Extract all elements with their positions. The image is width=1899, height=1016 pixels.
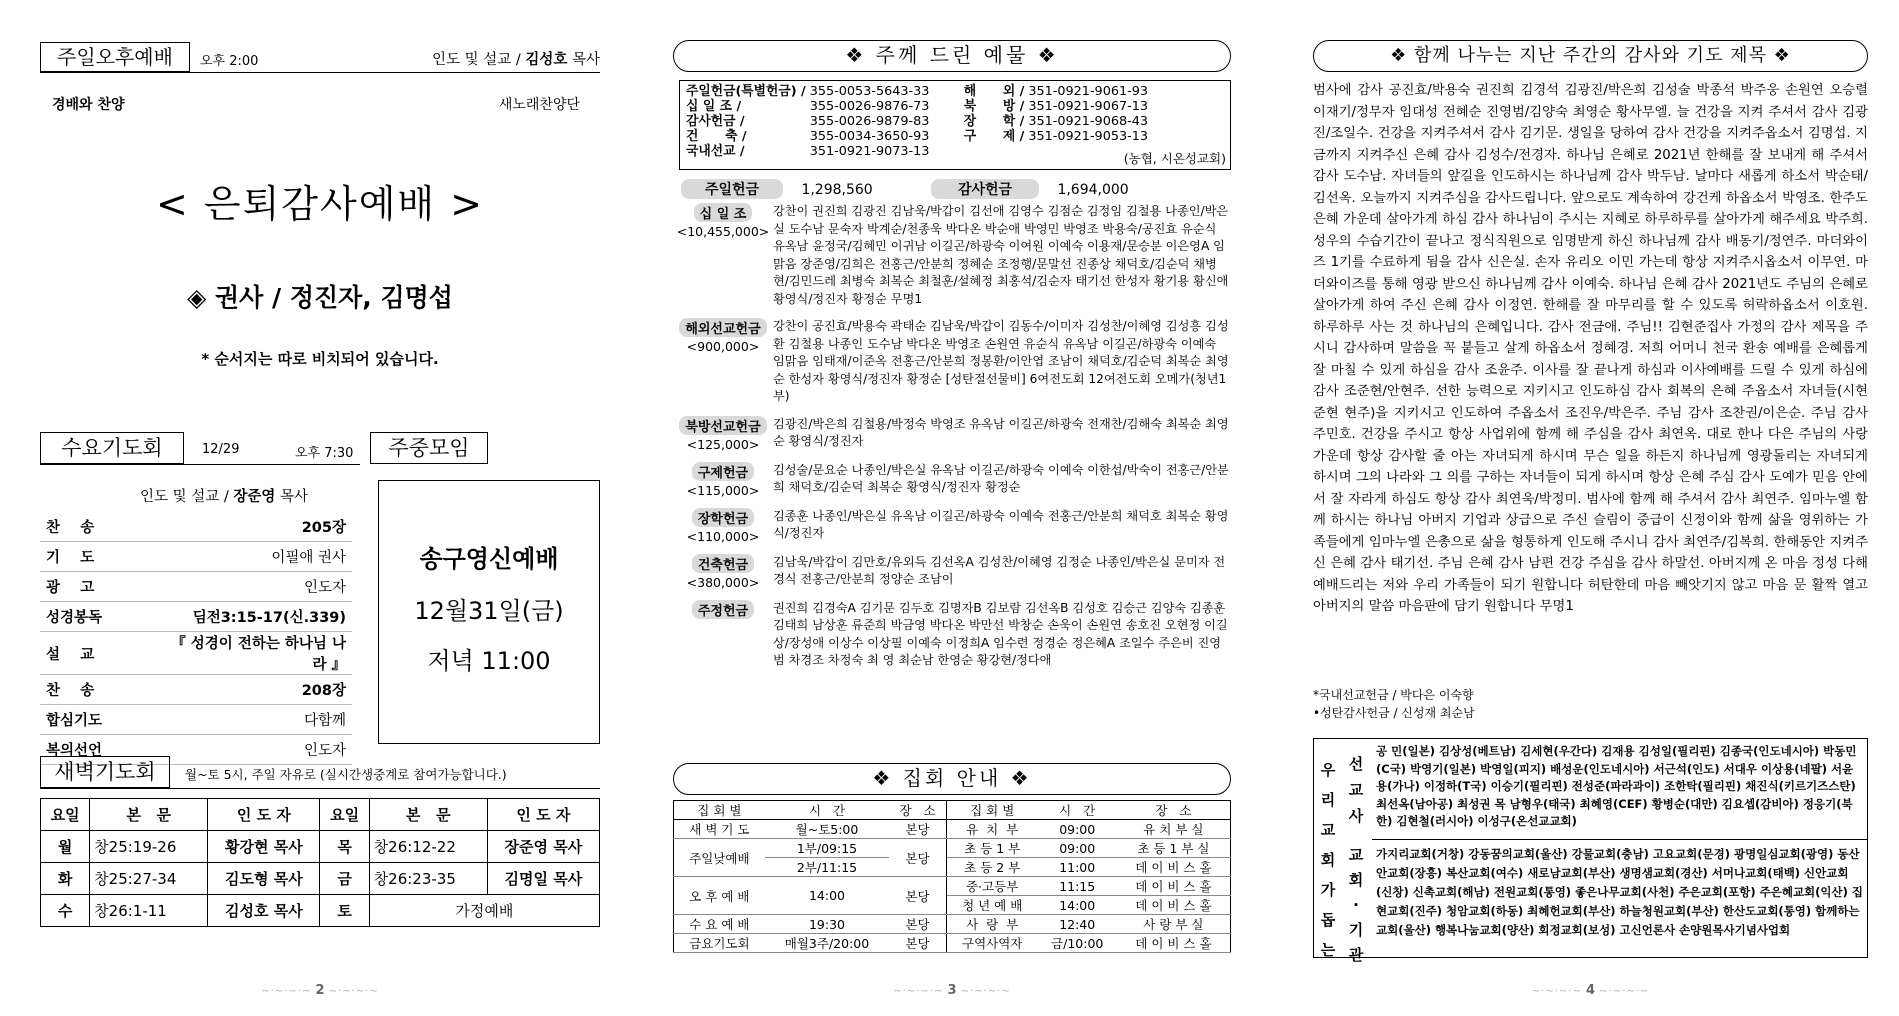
account-no: 355-0053-5643-33: [809, 84, 930, 99]
account-no: 351-0921-9067-13: [1028, 99, 1149, 114]
meeting-cell: 본당: [889, 915, 946, 934]
meeting-cell: 2부/11:15: [765, 858, 889, 877]
missionary-list: 공 민(일본) 김상성(베트남) 김세현(우간다) 김재용 김성일(필리핀) 김종국(인도네시아) 박동민(C국) 박영기(일본) 박영일(피지) 배성운(인도네시아) 서근석(인도) 서대우 이상용(네팔) 서윤용(가나) 이정하(T국) 이승기(필리핀) 전성준(파라과이) 조한탁(필리핀) 채진식(키르기즈스탄) 최선옥(남아공) 최성권 목 남형우(태국) 최혜영(CEF) 황병순(대만) 김요셉(감비아) 정응기(북한) 김현철(러시아) 이성구(온선교교회): [1376, 744, 1857, 828]
account-row: [684, 129, 1150, 144]
meeting-cell: 19:30: [765, 915, 889, 934]
wednesday-time: 오후 7:30: [295, 446, 354, 461]
meeting-cell: 금요기도회: [674, 934, 765, 953]
dawn-header: 본 문: [369, 799, 487, 831]
account-no: 351-0921-9053-13: [1028, 129, 1149, 144]
order-value: 208장: [301, 683, 346, 699]
order-key: 찬 송: [46, 520, 95, 536]
meeting-cell: 1부/09:15: [765, 839, 889, 858]
order-key: 합심기도: [46, 713, 103, 729]
offering-sum: <125,000>: [686, 436, 760, 452]
account-name: 구 제 /: [963, 129, 1025, 144]
wednesday-order-row: [40, 675, 352, 705]
order-key: 찬 송: [46, 683, 95, 699]
dawn-header: 요일: [320, 799, 369, 831]
order-value: 이필애 권사: [271, 550, 346, 566]
offering-title: ❖ 주께 드린 예물 ❖: [673, 40, 1231, 72]
offering-name: 주정헌금: [692, 600, 754, 619]
weekly-date: 12월31일(금): [414, 597, 564, 625]
dawn-cell: 창26:12-22: [369, 831, 487, 863]
wednesday-order-row: [40, 602, 352, 632]
order-key: 광 고: [46, 580, 95, 596]
order-value: 다함께: [303, 713, 346, 729]
order-value: 딤전3:15-17(신.339): [192, 610, 346, 626]
church-list: 가지리교회(거창) 강동꿈의교회(울산) 강물교회(충남) 고요교회(문경) 광명일심교회(광영) 동산안교회(장흥) 복산교회(여수) 새로남교회(부산) 생명샘교회(경산) 서머나교회(태백) 신안교회(신창) 신촉교회(해남) 전원교회(통영) 좋은나무교회(사천) 주은교회(포항) 주은혜교회(익산) 집현교회(진주) 청암교회(하동) 최혜헌교회(부산) 하늘청원교회(부산) 한산도교회(통영) 함께하는교회(울산) 행복나눔교회(양산) 회정교회(보성) 고신언론사 손양원목사기념사업회: [1376, 847, 1864, 937]
dawn-cell: 창25:19-26: [90, 831, 208, 863]
dawn-cell: 창26:23-35: [369, 863, 487, 895]
offering-row: [673, 462, 1231, 498]
support-label: 우리교회가 돕는: [1320, 761, 1336, 959]
account-no: 355-0034-3650-93: [809, 129, 930, 144]
meeting-cell: 중·고등부: [946, 877, 1037, 896]
prayer-body: 범사에 감사 공진효/박용숙 권진희 김경석 김광진/박은희 김성술 박종석 박주웅 손원연 오승렬 이재기/정무자 임대성 전혜순 진영범/김양숙 최영순 황사무엘. 늘 건강을 지켜 주셔서 감사 김광진/조일수. 건강을 지켜주셔서 감사 김기문. 생일을 당하여 감사 건강을 지켜주옵소서 김명섭. 지금까지 지켜주신 은혜 감사 김성수/전경자. 하나님 은혜로 2021년 한해를 잘 보내게 해 주셔서 감사 도수남. 자녀들의 앞길을 인도하시는 하나님께 감사 박두남. 날마다 새롭게 하소서 박순태/김선옥. 오늘까지 지켜주심을 감사드립니다. 앞으로도 계속하여 강건케 하옵소서 박영조. 한주도 은혜 가운데 살아가게 하심 감사 하나님이 주시는 지혜로 하루하루를 살아가게 해주세요 박주희. 성우의 수습기간이 끝나고 정식직원으로 임명받게 하신 하나님께 감사 배동기/정연주. 마더와이즈 1기를 수료하게 됨을 감사 신은실. 손자 유리오 이민 가는데 항상 지켜주시옵소서 이무연. 마더와이즈를 통해 영광 받으신 하나님께 감사 이예숙. 하나님 은혜 감사 2021년도 주님의 은혜로 살아가게 하여 주신 은혜 감사 이정연. 한해를 잘 마무리를 할 수 있도록 허락하옵소서 이호원. 하루하루 사는 것 하나님의 은혜입니다. 감사 전금애. 주님!! 김현준집사 가정의 감사 제목을 주시니 감사하며 말씀을 꼭 붙들고 살게 하옵소서 정혜경. 저희 어머니 천국 환송 예배를 은혜롭게 잘 마칠 수 있게 하심을 감사 조윤주. 이사를 잘 끝나게 하심과 이사예배를 드릴 수 있게 하심에 감사 조준현/안현주. 선한 능력으로 지키시고 인도하심 감사 회복의 은혜 주옵소서 자녀들(시현 준현 현주)을 지키시고 인도하여 주옵소서 조진우/박은주. 주님 감사 조찬권/이은순. 주님 감사 주민호. 건강을 주시고 항상 사업위에 함께 해 주심을 감사 최연옥. 대로 한나 다은 주님의 사랑 가운데 항상 감사할 줄 아는 자녀되게 하시며 무슨 일을 하든지 하나님께 영광돌리는 자녀되게 하시며 그의 나라와 그 의를 구하는 자녀들이 되게 하시며 항상 은혜 주심 감사 도예가 믿음 안에서 잘 자라게 하심도 항상 감사 최연욱/박정미. 범사에 함께 해 주셔서 감사 최연주. 임마누엘 함께 하시는 하나님 아버지 기업과 상급으로 주신 슬림이 중급이 신정이와 함께 삶을 영위하는 가족들에게 임마누엘 은총으로 삶을 형통하게 인도해 주시니 감사 최연주/김복희. 한해동안 지켜주신 은혜 감사 태기선. 주님 은혜 감사 남편 건강 주심을 감사 하말선. 아버지께 온 마음 정성 다해 예배드리는 저와 우리 가족들이 되기 원합니다 허탄한데 마음 빼앗기지 않고 마음 문 활짝 열고 아버지의 말씀 마음판에 담기 원합니다 무명1: [1313, 83, 1868, 614]
meeting-row: [674, 820, 1231, 839]
meeting-cell: 11:00: [1038, 858, 1117, 877]
wednesday-order-row: [40, 542, 352, 572]
account-no: 355-0026-9879-83: [809, 114, 930, 129]
order-note: * 순서지는 따로 비치되어 있습니다.: [201, 350, 439, 368]
dawn-table: [40, 798, 600, 927]
dawn-cell: 가정예배: [369, 895, 599, 927]
offering-label: [673, 416, 773, 452]
meeting-row: [674, 934, 1231, 953]
account-name: 십 일 조 /: [686, 99, 742, 114]
christmas-note: •성탄감사헌금 / 신성재 최순남: [1313, 706, 1475, 720]
order-value: 인도자: [303, 580, 346, 596]
account-name: 주일헌금(특별헌금) /: [686, 84, 806, 99]
meeting-cell: 유 치 부: [946, 820, 1037, 839]
sunday-offering: 주일헌금 1,298,560: [681, 179, 873, 199]
dawn-note: 월~토 5시, 주일 자유로 (실시간생중계로 참여가능합니다.): [185, 767, 507, 782]
offering-name: 구제헌금: [692, 462, 754, 481]
offering-sum: <110,000>: [686, 528, 760, 544]
page-2: [40, 0, 600, 1016]
order-key: 설 교: [46, 646, 95, 663]
offering-names: 김성술/문요순 나종인/박은실 유옥남 이길곤/하광숙 이예숙 이한섭/박숙이 전홍근/안분희 채덕호/김순덕 최복순 황영식/정진자 황정순: [773, 462, 1229, 494]
meeting-cell: 월~토5:00: [765, 820, 889, 839]
offering-label: [673, 462, 773, 498]
meeting-header: 시 간: [765, 801, 889, 820]
offering-names: 권진희 김경숙A 김기문 김두호 김명자B 김보람 김선옥B 김성호 김승근 김양숙 김종훈 김태희 남상훈 류준희 박금영 박다온 박만선 박창순 손욱이 손원연 송호진 오현정 이길상/장성애 이상수 이상필 이예숙 이정희A 임수련 정경순 정은혜A 조일수 주은비 진영범 차경조 차정숙 최 영 최순남 한영순 황강현/정다애: [773, 600, 1228, 667]
order-value: 인도자: [303, 743, 346, 759]
meeting-cell: 데 이 비 스 홀: [1117, 877, 1231, 896]
page-number-4: ~·~·~·~ 4 ~·~·~·~: [1531, 983, 1650, 998]
dawn-title: 새벽기도회: [40, 756, 170, 788]
dawn-row: [41, 895, 600, 927]
domestic-note: *국내선교헌금 / 박다은 이숙향: [1313, 688, 1474, 702]
dawn-cell: 장준영 목사: [487, 831, 599, 863]
offering-label: [673, 203, 773, 308]
meeting-cell: 데 이 비 스 홀: [1117, 934, 1231, 953]
page-4: [1313, 0, 1868, 1016]
meeting-row: [674, 877, 1231, 896]
meeting-cell: 데 이 비 스 홀: [1117, 858, 1231, 877]
bank-name: (농협, 시온성교회): [1123, 151, 1226, 166]
meeting-header: 시 간: [1038, 801, 1117, 820]
offering-row: [673, 508, 1231, 544]
offering-name: 장학헌금: [692, 508, 754, 527]
account-name: 국내선교 /: [686, 144, 745, 159]
meeting-cell: 청 년 예 배: [946, 896, 1037, 915]
offering-names: 김광진/박은희 김철용/박정숙 박영조 유옥남 이길곤/하광숙 전재찬/김해숙 최복순 최영순 황영식/정진자: [773, 416, 1229, 448]
meeting-cell: 14:00: [1038, 896, 1117, 915]
praise-label: 경배와 찬양: [52, 97, 125, 113]
meeting-cell: 수 요 예 배: [674, 915, 765, 934]
offering-name: 십 일 조: [694, 203, 753, 222]
offering-names: 강찬이 공진효/박용숙 곽태순 김남욱/박갑이 김동수/이미자 김성찬/이혜영 김성흥 김성환 김철용 나종인 도수남 박다온 박영조 손원연 유순식 유옥남 이길곤/하광숙 이예숙 임맑음 임태재/이준옥 전홍근/안분희 정봉환/이안엽 조남이 채덕호/김순덕 최복순 최영순 한성자 황영식/정진자 황정순 [성탄절선물비] 6여전도회 12여전도회 오메가(청년1부): [773, 319, 1229, 403]
order-key: 복의선언: [46, 743, 103, 759]
offering-sum: <900,000>: [686, 339, 760, 354]
page-3: [673, 0, 1231, 1016]
dawn-cell: 김명일 목사: [487, 863, 599, 895]
offering-label: [673, 318, 773, 406]
dawn-row: [41, 831, 600, 863]
missionary-label: 선교사: [1348, 755, 1364, 825]
page-number-2: ~·~·~·~ 2 ~·~·~·~: [261, 983, 379, 998]
wednesday-date: 12/29: [202, 442, 240, 457]
meeting-cell: 본당: [889, 820, 946, 839]
meeting-cell: 본당: [889, 877, 946, 915]
offering-sum: <115,000>: [686, 482, 760, 498]
thanks-offering: 감사헌금 1,694,000: [931, 179, 1129, 199]
account-no: 351-0921-9068-43: [1028, 114, 1149, 129]
meeting-cell: 14:00: [765, 877, 889, 915]
dawn-header: 인 도 자: [208, 799, 320, 831]
page-number-3: ~·~·~·~ 3 ~·~·~·~: [893, 983, 1011, 998]
offering-label: [673, 600, 773, 670]
meeting-cell: 초 등 2 부: [946, 858, 1037, 877]
meeting-cell: 12:40: [1038, 915, 1117, 934]
account-name: 해 외 /: [963, 84, 1025, 99]
wednesday-order-row: [40, 705, 352, 735]
dawn-header: 요일: [41, 799, 90, 831]
prayer-title: ❖ 함께 나누는 지난 주간의 감사와 기도 제목 ❖: [1313, 40, 1868, 72]
dawn-cell: 김성호 목사: [208, 895, 320, 927]
offering-row: [673, 554, 1231, 590]
offering-row: [673, 600, 1231, 670]
wednesday-order-row: [40, 632, 352, 675]
afternoon-leader: 인도 및 설교 / 김성호 목사: [431, 52, 600, 68]
weekly-time: 저녁 11:00: [427, 647, 551, 675]
honorees: ◈ 권사 / 정진자, 김명섭: [187, 283, 453, 312]
dawn-cell: 김도형 목사: [208, 863, 320, 895]
meeting-table: [673, 800, 1231, 953]
dawn-cell: 황강현 목사: [208, 831, 320, 863]
account-no: 351-0921-9073-13: [809, 144, 930, 159]
order-key: 성경봉독: [46, 610, 103, 626]
order-value: 『 성경이 전하는 하나님 나라 』: [171, 636, 346, 673]
offering-name: 북방선교헌금: [679, 416, 766, 435]
wednesday-order-row: [40, 512, 352, 542]
dawn-cell: 토: [320, 895, 369, 927]
weekly-event: 송구영신예배: [419, 545, 559, 573]
offering-names: 강찬이 권진희 김광진 김남욱/박갑이 김선애 김영수 김점순 김정임 김철용 나종인/박은실 도수남 문숙자 박계순/천종욱 박다온 박순애 박영민 박영조 박용숙/공진효 유순식 유옥남 윤정국/김혜민 이귀남 이길곤/하광숙 이여원 이예숙 이용재/문승분 이은영A 임맑음 장준영/김희은 전홍근/안분희 정혜순 조정행/문말선 진종상 채덕호/김순덕 채병현/김민드레 최병숙 최복순 최철훈/설혜정 최홍석/김순자 태기선 한성자 황기용 황신애 황영식/정진자 황정순 무명1: [773, 204, 1229, 306]
account-box: [679, 80, 1231, 170]
afternoon-time: 오후 2:00: [200, 54, 259, 69]
meeting-cell: 초 등 1 부 실: [1117, 839, 1231, 858]
meeting-title: ❖ 집회 안내 ❖: [673, 763, 1231, 795]
meeting-cell: 사 랑 부 실: [1117, 915, 1231, 934]
offering-list: [673, 203, 1231, 680]
offering-row: [673, 416, 1231, 452]
offering-sum: <10,455,000>: [676, 224, 770, 239]
account-name: [962, 144, 1027, 159]
account-name: 북 방 /: [963, 99, 1025, 114]
weekly-meeting-box: [378, 480, 600, 744]
account-row: [684, 99, 1150, 114]
meeting-cell: 09:00: [1038, 820, 1117, 839]
offering-label: [673, 508, 773, 544]
dawn-cell: 수: [41, 895, 90, 927]
meeting-cell: 사 랑 부: [946, 915, 1037, 934]
meeting-cell: 본당: [889, 839, 946, 877]
wednesday-leader: 인도 및 설교 / 장준영 목사: [140, 489, 309, 505]
dawn-cell: 창25:27-34: [90, 863, 208, 895]
meeting-cell: 09:00: [1038, 839, 1117, 858]
dawn-cell: 화: [41, 863, 90, 895]
dawn-cell: 창26:1-11: [90, 895, 208, 927]
wednesday-order: [40, 512, 352, 765]
meeting-cell: 초 등 1 부: [946, 839, 1037, 858]
dawn-row: [41, 863, 600, 895]
church-label: 교회·기관: [1348, 846, 1364, 964]
account-name: 감사헌금 /: [686, 114, 745, 129]
offering-name: 건축헌금: [692, 554, 754, 573]
meeting-cell: 매월3주/20:00: [765, 934, 889, 953]
afternoon-title: 주일오후예배: [40, 42, 190, 72]
account-no: 351-0921-9061-93: [1028, 84, 1149, 99]
meeting-cell: 주일낮예배: [674, 839, 765, 877]
order-key: 기 도: [46, 550, 95, 566]
meeting-header: 장 소: [1117, 801, 1231, 820]
weekly-meeting-title: 주중모임: [370, 432, 488, 464]
meeting-cell: 금/10:00: [1038, 934, 1117, 953]
meeting-cell: 오 후 예 배: [674, 877, 765, 915]
account-name: 건 축 /: [686, 129, 747, 144]
meeting-header: 집 회 별: [946, 801, 1037, 820]
wednesday-order-row: [40, 572, 352, 602]
account-row: [684, 84, 1150, 99]
special-service-title: < 은퇴감사예배 >: [155, 182, 485, 226]
offering-names: 김종훈 나종인/박은실 유옥남 이길곤/하광숙 이예숙 전홍근/안분희 채덕호 최복순 황영식/정진자: [773, 508, 1229, 540]
order-value: 205장: [301, 520, 346, 536]
account-no: 355-0026-9876-73: [809, 99, 930, 114]
praise-team: 새노래찬양단: [498, 97, 580, 113]
account-row: [684, 144, 1150, 159]
meeting-row: [674, 839, 1231, 858]
dawn-cell: 목: [320, 831, 369, 863]
meeting-header: 장 소: [889, 801, 946, 820]
offering-row: [673, 203, 1231, 308]
dawn-cell: 월: [41, 831, 90, 863]
meeting-cell: 11:15: [1038, 877, 1117, 896]
offering-label: [673, 554, 773, 590]
account-name: 장 학 /: [963, 114, 1025, 129]
meeting-header: 집 회 별: [674, 801, 765, 820]
wednesday-title: 수요기도회: [40, 432, 184, 464]
meeting-cell: 유 치 부 실: [1117, 820, 1231, 839]
meeting-cell: 구역사역자: [946, 934, 1037, 953]
dawn-header: 인 도 자: [487, 799, 599, 831]
support-box: [1313, 738, 1868, 964]
meeting-row: [674, 915, 1231, 934]
offering-sum: <380,000>: [686, 574, 760, 590]
account-row: [684, 114, 1150, 129]
dawn-cell: 금: [320, 863, 369, 895]
offering-names: 김남욱/박갑이 김만호/유외득 김선옥A 김성찬/이혜영 김정순 나종인/박은실 문미자 전경식 전홍근/안분희 정양순 조남이: [773, 554, 1226, 586]
offering-name: 해외선교헌금: [679, 318, 766, 337]
offering-row: [673, 318, 1231, 406]
dawn-header: 본 문: [90, 799, 208, 831]
meeting-cell: 데 이 비 스 홀: [1117, 896, 1231, 915]
meeting-cell: 새 벽 기 도: [674, 820, 765, 839]
meeting-cell: 본당: [889, 934, 946, 953]
